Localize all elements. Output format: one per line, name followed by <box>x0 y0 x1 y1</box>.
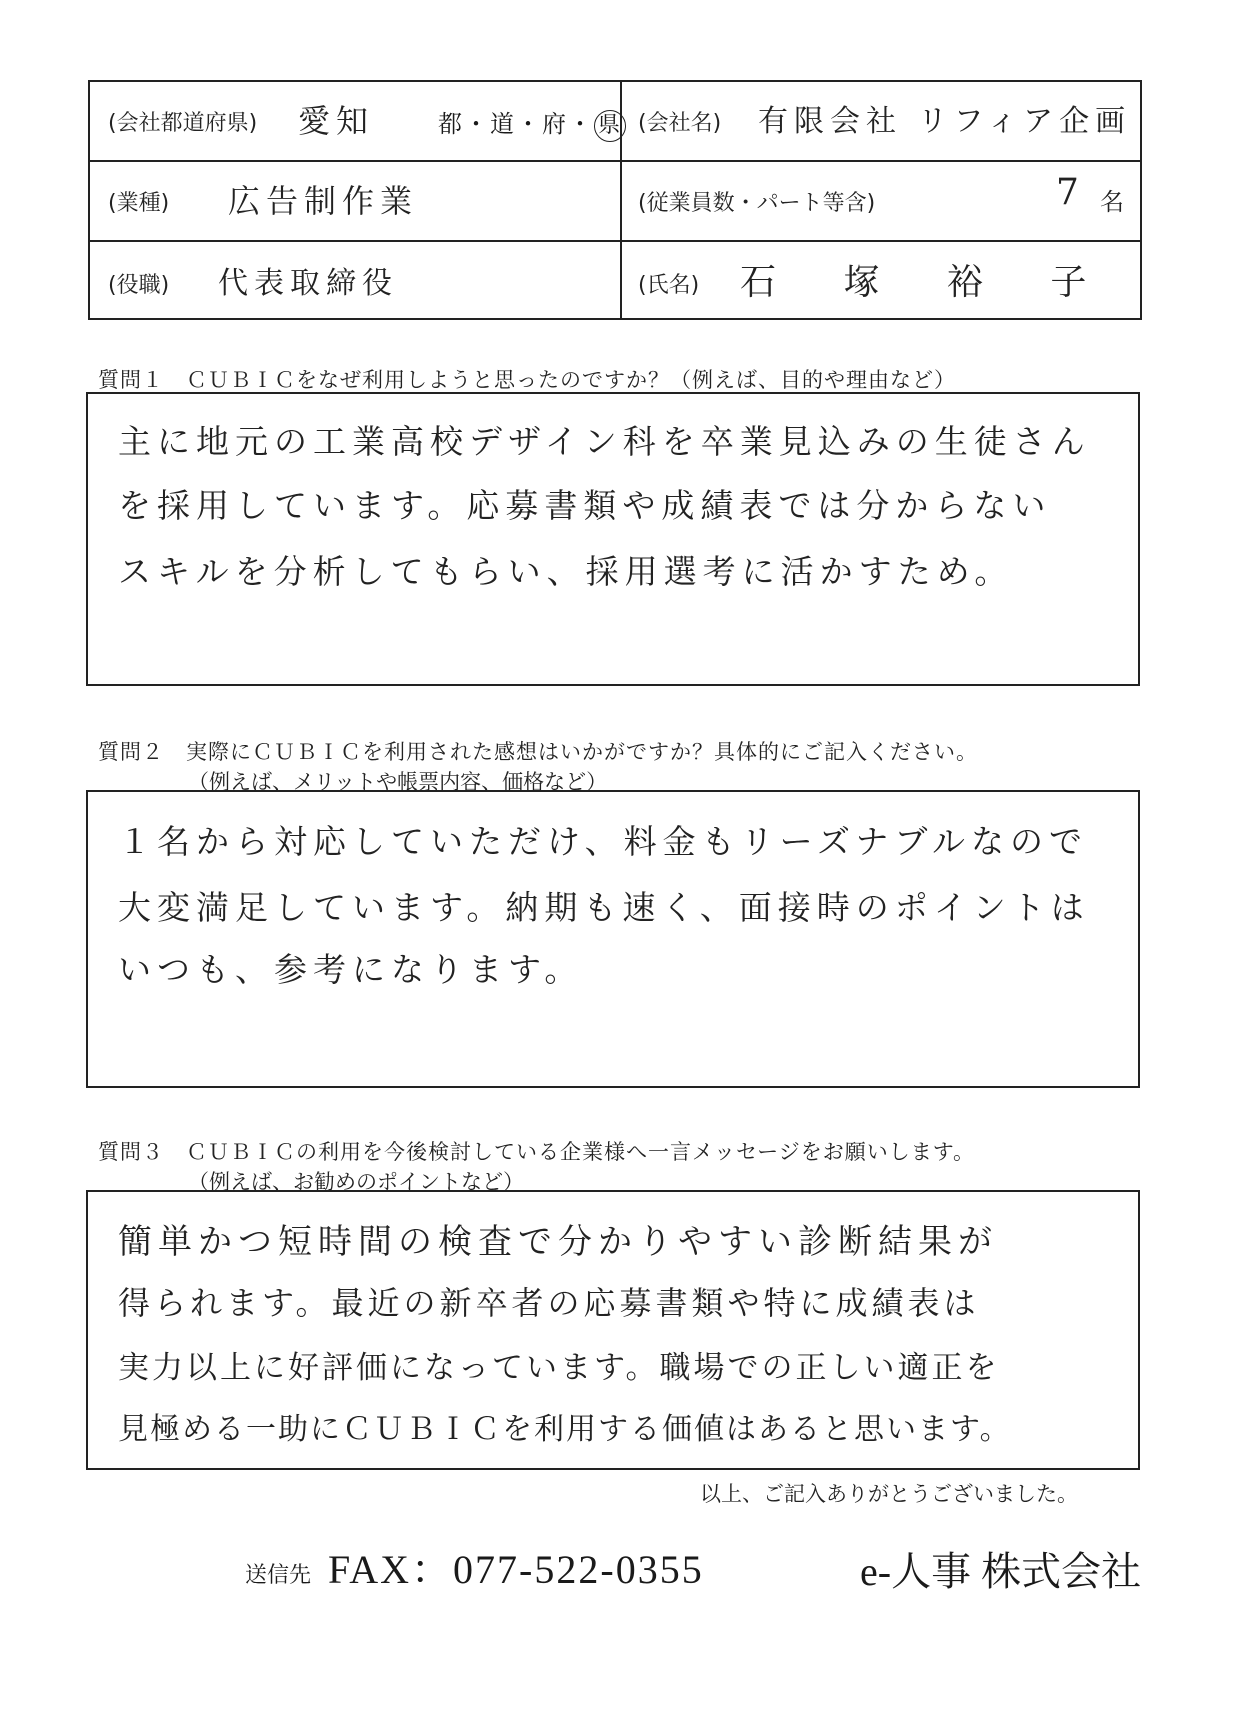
answer-3-line: 見極める一助にＣＵＢＩＣを利用する価値はあると思います。 <box>118 1412 1012 1447</box>
position-label: (役職) <box>108 273 170 298</box>
table-divider <box>90 240 1140 242</box>
fax-number: FAX：077-522-0355 <box>328 1547 704 1592</box>
answer-box-2 <box>86 790 1140 1088</box>
question-3: 質問３ ＣＵＢＩＣの利用を今後検討している企業様へ一言メッセージをお願いします。 <box>98 1140 976 1164</box>
name-label: (氏名) <box>638 273 700 298</box>
question-2: 質問２ 実際にＣＵＢＩＣを利用された感想はいかがですか？具体的にご記入ください。 <box>98 740 978 764</box>
industry-value: 広告制作業 <box>228 182 419 220</box>
answer-1-line: を採用しています。応募書類や成績表では分からない <box>118 486 1052 525</box>
employees-label: (従業員数・パート等含) <box>638 191 876 216</box>
question-1: 質問１ ＣＵＢＩＣをなぜ利用しようと思ったのですか？（例えば、目的や理由など） <box>98 368 956 392</box>
answer-2-line: 大変満足しています。納期も速く、面接時のポイントは <box>118 888 1090 927</box>
send-to-label: 送信先 <box>245 1563 312 1588</box>
prefecture-value: 愛知 <box>298 102 375 140</box>
answer-3-line: 実力以上に好評価になっています。職場での正しい適正を <box>118 1350 1000 1386</box>
prefecture-circled-option: 県 <box>594 110 626 142</box>
answer-box-3 <box>86 1190 1140 1470</box>
answer-2-line: いつも、参考になります。 <box>118 950 584 989</box>
employees-unit: 名 <box>1100 188 1124 216</box>
company-name-value: 有限会社 リフィア企画 <box>758 104 1132 139</box>
industry-label: (業種) <box>108 191 170 216</box>
position-value: 代表取締役 <box>218 266 398 301</box>
name-value: 石 塚 裕 子 <box>740 262 1115 303</box>
recipient-company: e-人事 株式会社 <box>860 1549 1142 1594</box>
answer-box-1 <box>86 392 1140 686</box>
answer-1-line: 主に地元の工業高校デザイン科を卒業見込みの生徒さん <box>118 422 1091 461</box>
question-2-examples: （例えば、メリットや帳票内容、価格など） <box>188 770 608 794</box>
employees-value: 7 <box>1056 172 1085 213</box>
answer-3-line: 得られます。最近の新卒者の応募書類や特に成績表は <box>118 1284 980 1322</box>
prefecture-label: (会社都道府県) <box>108 111 258 136</box>
closing-thanks: 以上、ご記入ありがとうございました。 <box>700 1482 1078 1506</box>
question-3-examples: （例えば、お勧めのポイントなど） <box>188 1170 524 1194</box>
answer-1-line: スキルを分析してもらい、採用選考に活かすため。 <box>118 552 1014 591</box>
company-name-label: (会社名) <box>638 111 722 136</box>
answer-3-line: 簡単かつ短時間の検査で分かりやすい診断結果が <box>118 1222 998 1262</box>
prefecture-suffix-text: 都・道・府・ <box>438 110 594 138</box>
company-info-table <box>88 80 1142 320</box>
prefecture-suffix <box>438 104 626 142</box>
table-divider <box>90 160 1140 162</box>
answer-2-line: １名から対応していただけ、料金もリーズナブルなので <box>118 822 1089 861</box>
